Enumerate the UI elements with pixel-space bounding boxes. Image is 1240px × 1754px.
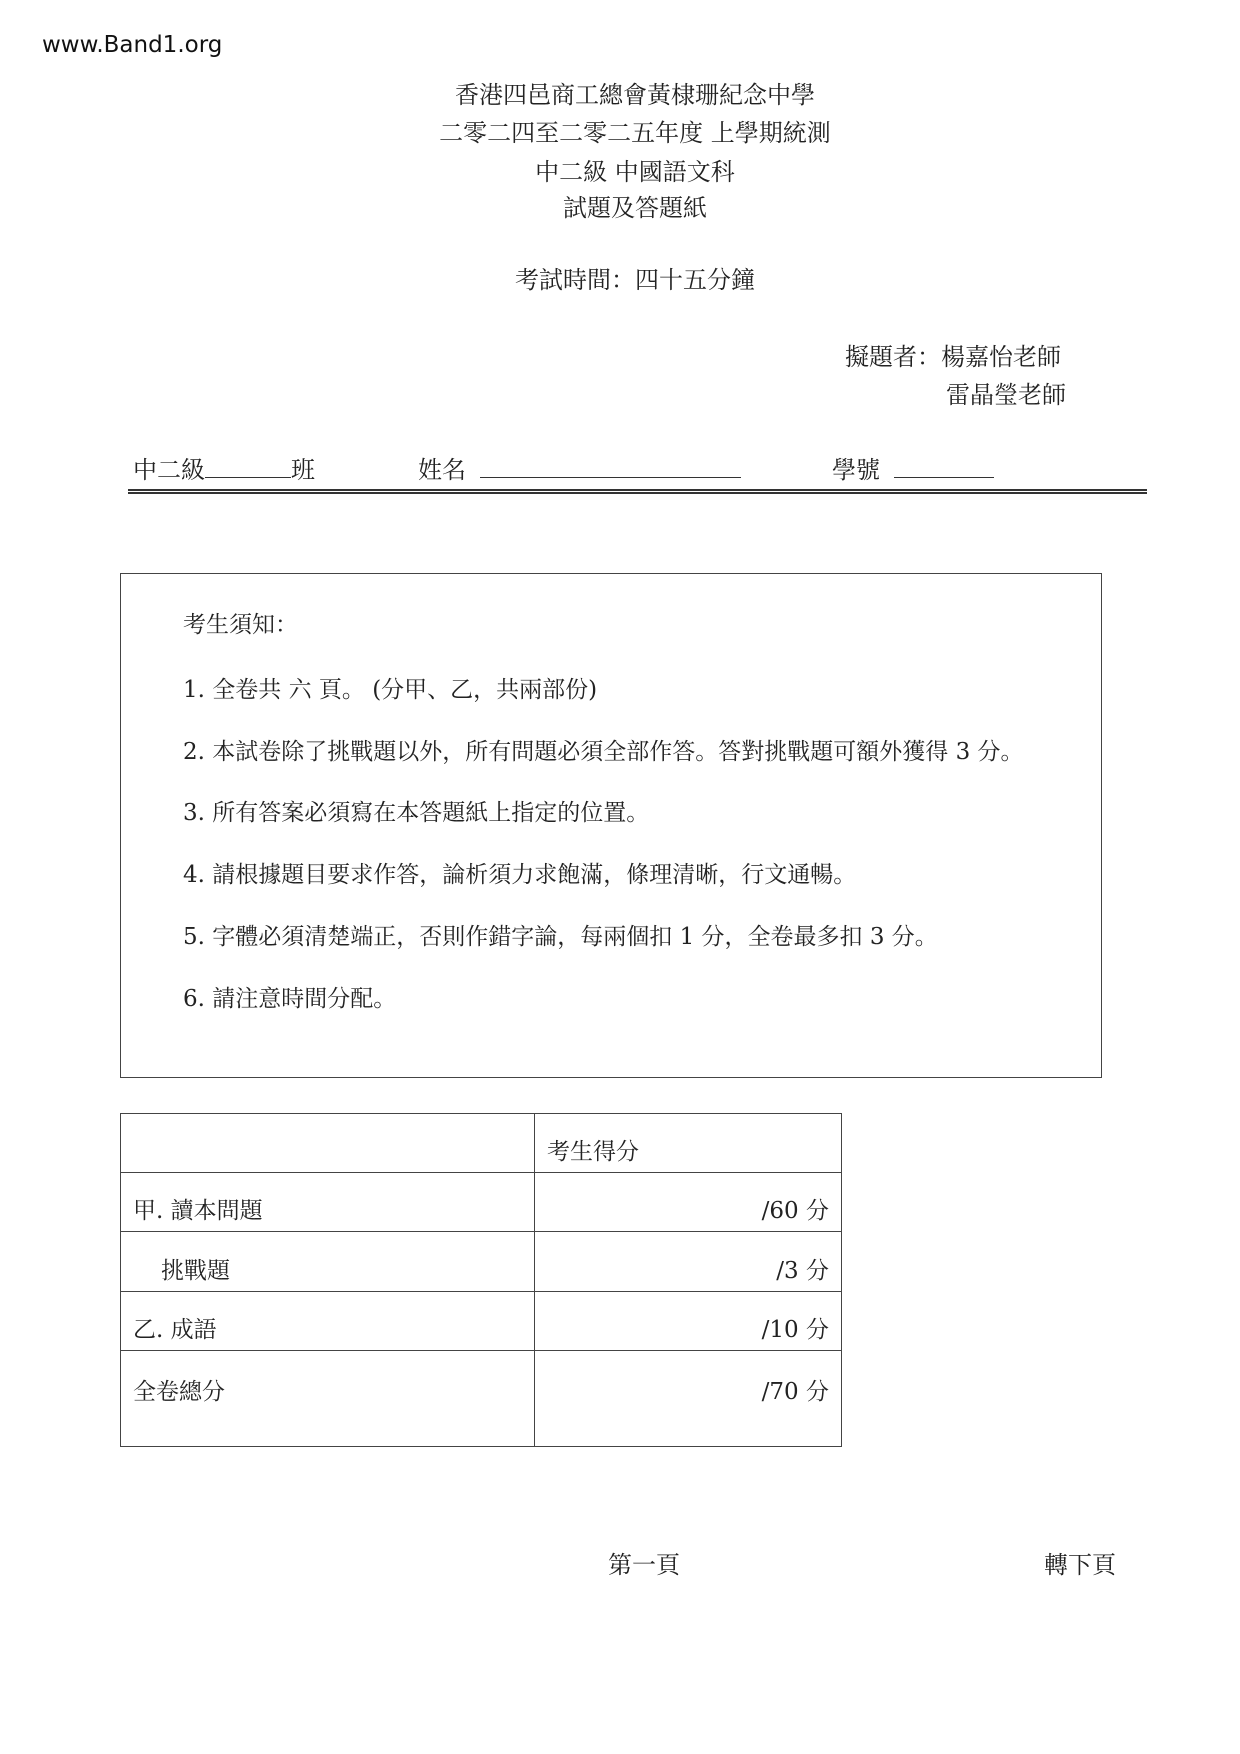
header-score-cell: 考生得分 bbox=[535, 1114, 842, 1173]
table-row bbox=[121, 1173, 842, 1232]
score-cell[interactable]: /3 分 bbox=[535, 1232, 842, 1292]
exam-time: 考試時間：四十五分鐘 bbox=[515, 266, 755, 294]
table-row bbox=[121, 1292, 842, 1351]
setter-line-1: 擬題者：楊嘉怡老師 bbox=[845, 343, 1061, 371]
school-name: 香港四邑商工總會黃棣珊紀念中學 bbox=[455, 81, 815, 109]
score-table bbox=[120, 1113, 842, 1447]
score-cell[interactable]: /60 分 bbox=[535, 1173, 842, 1232]
notice-item: 3. 所有答案必須寫在本答題紙上指定的位置。 bbox=[183, 800, 650, 826]
notice-item: 1. 全卷共 六 頁。 (分甲、乙，共兩部份) bbox=[183, 677, 598, 703]
score-cell[interactable]: /70 分 bbox=[535, 1351, 842, 1447]
class-prefix-label: 中二級 bbox=[133, 456, 205, 484]
setter-line-2: 雷晶瑩老師 bbox=[946, 381, 1066, 409]
watermark: www.Band1.org bbox=[42, 32, 223, 58]
table-row bbox=[121, 1232, 842, 1292]
notice-heading: 考生須知： bbox=[183, 612, 298, 638]
class-suffix-label: 班 bbox=[291, 456, 315, 484]
class-blank[interactable] bbox=[205, 455, 291, 478]
header-label-cell bbox=[121, 1114, 535, 1173]
student-no-field[interactable] bbox=[832, 455, 994, 485]
section-label: 甲. 讀本問題 bbox=[121, 1173, 535, 1232]
name-label: 姓名 bbox=[418, 456, 466, 484]
subject-title: 中二級 中國語文科 bbox=[535, 158, 735, 186]
name-blank[interactable] bbox=[480, 455, 741, 478]
page-number: 第一頁 bbox=[608, 1551, 680, 1579]
exam-term: 二零二四至二零二五年度 上學期統測 bbox=[439, 119, 831, 147]
double-rule-divider bbox=[128, 489, 1147, 494]
notice-item: 5. 字體必須清楚端正，否則作錯字論，每兩個扣 1 分，全卷最多扣 3 分。 bbox=[183, 924, 938, 950]
notice-item: 6. 請注意時間分配。 bbox=[183, 986, 397, 1012]
notice-item: 4. 請根據題目要求作答，論析須力求飽滿，條理清晰，行文通暢。 bbox=[183, 862, 857, 888]
score-cell[interactable]: /10 分 bbox=[535, 1292, 842, 1351]
section-label: 乙. 成語 bbox=[121, 1292, 535, 1351]
student-no-blank[interactable] bbox=[894, 455, 994, 478]
notice-item: 2. 本試卷除了挑戰題以外，所有問題必須全部作答。答對挑戰題可額外獲得 3 分。 bbox=[183, 739, 1024, 765]
class-field[interactable] bbox=[133, 455, 315, 485]
paper-type: 試題及答題紙 bbox=[563, 194, 707, 222]
section-label: 全卷總分 bbox=[121, 1351, 535, 1447]
section-label: 挑戰題 bbox=[121, 1232, 535, 1292]
score-table-header bbox=[121, 1114, 842, 1173]
turn-page-note: 轉下頁 bbox=[1044, 1551, 1116, 1579]
student-no-label: 學號 bbox=[832, 456, 880, 484]
table-row bbox=[121, 1351, 842, 1447]
name-field[interactable] bbox=[418, 455, 741, 485]
